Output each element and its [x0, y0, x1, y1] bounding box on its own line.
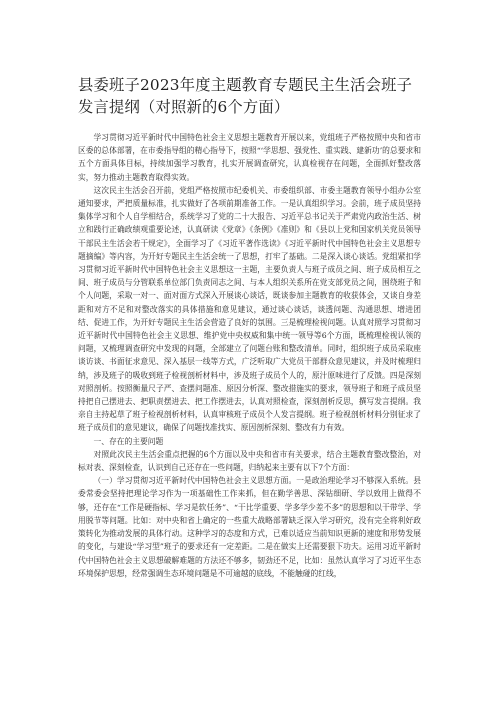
intro-paragraph: 学习贯彻习近平新时代中国特色社会主义思想主题教育开展以来，党组班子严格按照中央和省市区委的总体部署，在市委指导组的精心指导下，按照“‘学思想、强党性、重实践、建新功’的总要求和五个方面具体目标，持续加强学习教育，扎实开展调查研究，认真检视存在问题，全面抓好整改落实，努力推动主题教育取得实效。 [78, 133, 421, 182]
section-heading: 一、存在的主要问题 [93, 436, 164, 446]
study-issues-paragraph: （一）学习贯彻习近平新时代中国特色社会主义思想方面。一是政治理论学习不够深入系统。县委常委会坚持把理论学习作为一项基础性工作来抓，但在勤学善思、深钻细研、学以致用上做得不够，还存在“工作是硬指标、学习是软任务”、“干比学重要、学多学少差不多”的思想和以干带学、学用脱节等问题。比如：对中央和省上确定的一些重大战略部署缺乏深入学习研究，没有完全将利好政策转化为推动发展的具体行动。这种学习的态度和方式，已难以适应当前知识更新的速度和形势发展的变化，与建设“学习型”班子的要求还有一定差距。二是在做实上还需要狠下功夫。运用习近平新时代中国特色社会主义思想破解难题的方法还不够多，韧劲还不足，比如：虽然认真学习了习近平生态环境保护思想，经常强调生态环境问题是不可逾越的底线，不能触碰的红线， [78, 476, 421, 578]
document-title: 县委班子2023年度主题教育专题民主生活会班子发言提纲（对照新的6个方面） [78, 76, 413, 116]
section-intro-paragraph: 对照此次民主生活会重点把握的6个方面以及中央和省市有关要求，结合主题教育整改整治，对标对表、深刻检查，认识到自己还存在一些问题，归纳起来主要有以下7个方面： [78, 449, 421, 473]
document-page [78, 74, 421, 580]
preparation-paragraph: 这次民主生活会召开前，党组严格按照市纪委机关、市委组织部、市委主题教育领导小组办公室通知要求，严把质量标准，扎实做好了各项前期准备工作。一是认真组织学习。会前，班子成员坚持集体学习和个人自学相结合，系统学习了党的二十大报告、习近平总书记关于严肃党内政治生活、树立和践行正确政绩观重要论述，认真研读《党章》《条例》《准则》和《县以上党和国家机关党员领导干部民主生活会若干规定》，全面学习了《习近平著作选读》《习近平新时代中国特色社会主义思想专题摘编》等内容，为开好专题民主生活会统一了思想，打牢了基础。二是深入谈心谈话。党组紧扣学习贯彻习近平新时代中国特色社会主义思想这一主题，主要负责人与班子成员之间、班子成员相互之间、班子成员与分管联系单位部门负责同志之间、与本人组织关系所在党支部党员之间，围绕班子和个人问题，采取一对一、面对面方式深入开展谈心谈话，既谈参加主题教育的收获体会，又谈自身差距和对方不足和对整改落实的具体措施和意见建议，通过谈心谈话，谈透问题、沟通思想、增进团结、促进工作，为开好专题民主生活会营造了良好的氛围。三是梳理检视问题。认真对照学习贯彻习近平新时代中国特色社会主义思想、维护党中央权威和集中统一领导等6个方面，既梳理检视认领的问题，又梳理调查研究中发现的问题，全部建立了问题台账和整改清单。同时，组织班子成员采取座谈访谈、书面征求意见、深入基层一线等方式，广泛听取广大党员干部群众意见建议，并及时梳理归纳，涉及班子的吸收到班子检视剖析材料中，涉及班子成员个人的，原汁原味进行了反馈。四是深刻对照剖析。按照衡量尺子严、查摆问题准、原因分析深、整改措施实的要求，领导班子和班子成员坚持把自己摆进去、把职责摆进去、把工作摆进去，认真对照检查，深刻剖析反思，撰写发言提纲。我亲自主持起草了班子检视剖析材料，认真审核班子成员个人发言提纲。班子检视剖析材料分别征求了班子成员们的意见建议，确保了问题找准找实、原因剖析深刻、整改有力有效。 [78, 185, 421, 433]
